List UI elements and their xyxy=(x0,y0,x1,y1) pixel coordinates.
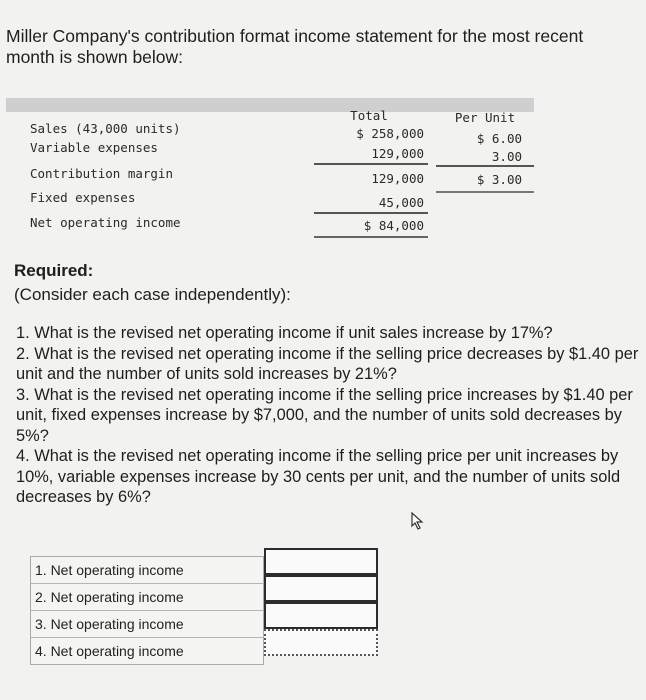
header-per-unit: Per Unit xyxy=(454,110,516,125)
required-subtitle: (Consider each case independently): xyxy=(14,285,291,304)
row-noi-label: Net operating income xyxy=(30,215,181,230)
total-underline-1 xyxy=(314,163,428,165)
mouse-pointer-icon xyxy=(410,512,424,530)
answer-input-2[interactable] xyxy=(264,575,378,602)
question-1: 1. What is the revised net operating income if unit sales increase by 17%? xyxy=(16,324,553,342)
row-variable-label: Variable expenses xyxy=(30,140,158,155)
row-contribution-per-unit: $ 3.00 xyxy=(476,172,522,187)
total-underline-2 xyxy=(314,212,428,214)
total-double-underline xyxy=(314,236,428,238)
question-3: 3. What is the revised net operating income if the selling price increases by $1.40 per unit, fixed expenses increase by $7,000, and the number of units sold decreases by 5%? xyxy=(16,385,633,445)
row-fixed-total: 45,000 xyxy=(378,195,424,210)
answer-label-2: 2. Net operating income xyxy=(31,584,263,611)
row-sales-per-unit: $ 6.00 xyxy=(476,131,522,146)
answer-label-3: 3. Net operating income xyxy=(31,611,263,638)
question-4: 4. What is the revised net operating income if the selling price per unit increases by 10%, variable expenses increase by 30 cents per unit, and the number of units sold decreases by 6%? xyxy=(16,447,621,506)
answer-label-4: 4. Net operating income xyxy=(35,643,184,659)
row-sales-label: Sales (43,000 units) xyxy=(30,121,181,136)
question-2: 2. What is the revised net operating income if the selling price decreases by $1.40 per unit and the number of units sold increases by 21%? xyxy=(16,344,639,383)
row-contribution-total: 129,000 xyxy=(371,171,424,186)
row-sales-total: $ 258,000 xyxy=(356,126,424,141)
answer-input-4[interactable] xyxy=(264,629,378,656)
row-variable-total: 129,000 xyxy=(371,146,424,161)
row-noi-total: $ 84,000 xyxy=(363,218,424,233)
answer-inputs xyxy=(264,548,378,656)
answer-table xyxy=(30,556,264,665)
intro-text xyxy=(6,26,640,68)
row-variable-per-unit: 3.00 xyxy=(491,149,522,164)
intro-line-1: Miller Company's contribution format income statement for the most recent xyxy=(6,26,584,46)
header-total: Total xyxy=(350,108,388,123)
row-fixed-label: Fixed expenses xyxy=(30,190,136,205)
answer-label-1: 1. Net operating income xyxy=(31,557,263,584)
answer-input-3[interactable] xyxy=(264,602,378,629)
answer-input-1[interactable] xyxy=(264,548,378,575)
row-contribution-label: Contribution margin xyxy=(30,166,173,181)
intro-line-2: month is shown below: xyxy=(6,47,184,67)
required-heading: Required: xyxy=(14,261,94,280)
per-unit-double-underline xyxy=(436,191,534,193)
question-list xyxy=(16,323,640,508)
per-unit-underline-1 xyxy=(436,165,534,167)
